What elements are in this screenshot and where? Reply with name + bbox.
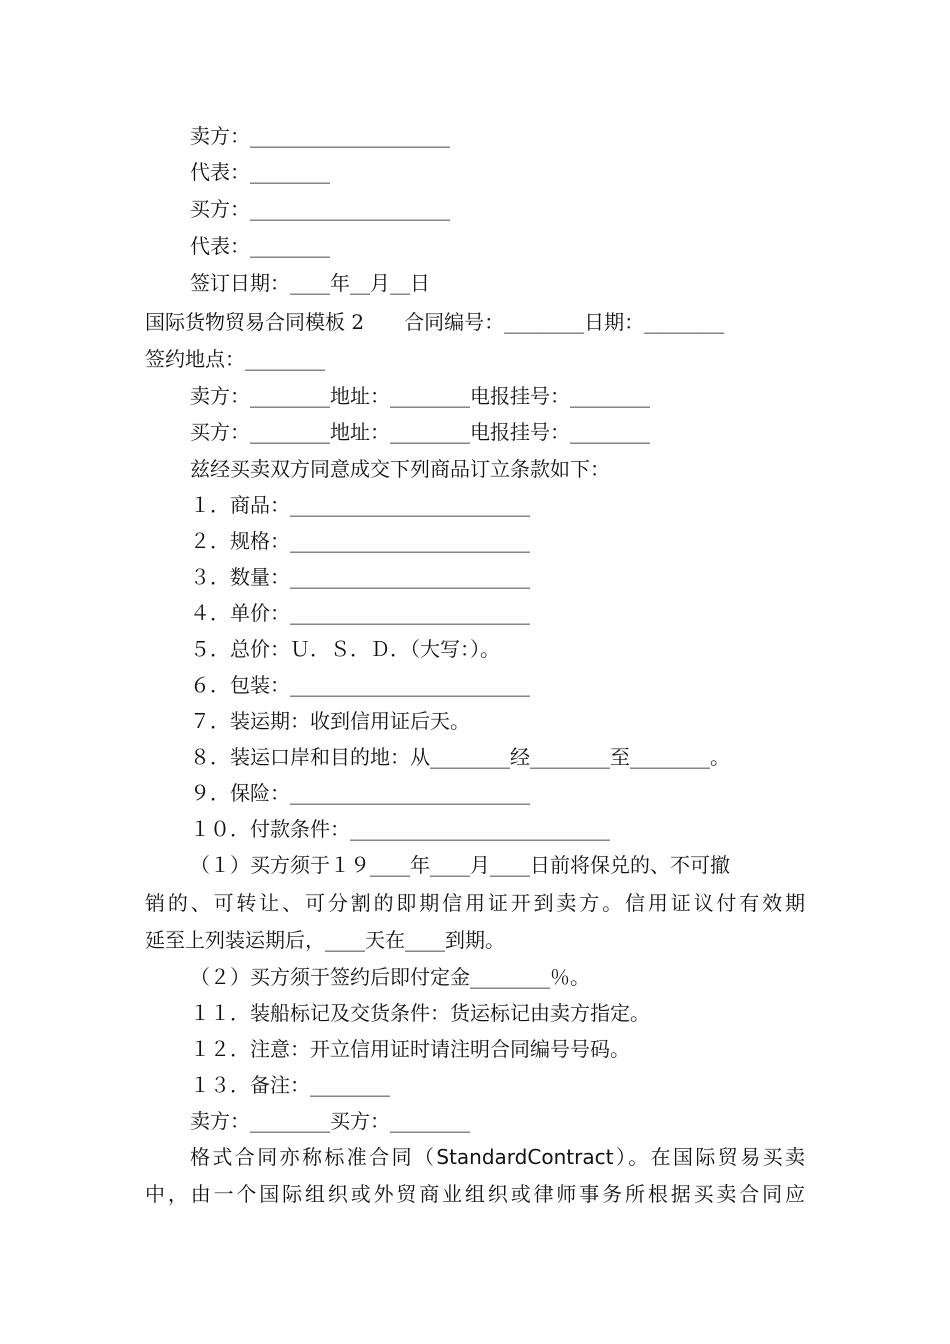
para-english-term: StandardContract [436, 1145, 614, 1169]
seller-address-line: 卖方：________地址：________电报挂号：________ [190, 384, 650, 408]
seller-line: 卖方：____________________ [190, 124, 450, 148]
payment-term-1-line-3: 延至上列装运期后，____天在____到期。 [145, 928, 505, 952]
seller-representative-line: 代表：________ [190, 160, 330, 184]
payment-term-1-line-2: 销的、可转让、可分割的即期信用证开到卖方。信用证议付有效期 [145, 891, 805, 915]
clause-1-goods: １．商品：________________________ [190, 493, 530, 517]
para-text-a: 格式合同亦称标准合同（ [190, 1145, 437, 1169]
template-title-line: 国际货物贸易合同模板 2 合同编号：________日期：________ [145, 310, 725, 334]
clause-12-notice: １２．注意：开立信用证时请注明合同编号号码。 [190, 1037, 630, 1061]
standard-contract-para-line-1 [190, 1143, 805, 1171]
clause-2-specification: ２．规格：________________________ [190, 529, 530, 553]
payment-term-1-line-1: （１）买方须于１９____年____月____日前将保兑的、不可撤 [190, 853, 730, 877]
signature-line: 卖方：________买方：________ [190, 1109, 470, 1133]
signing-place-line: 签约地点：________ [145, 347, 325, 371]
agreement-intro: 兹经买卖双方同意成交下列商品订立条款如下： [190, 457, 610, 481]
clause-7-shipment: ７．装运期：收到信用证后天。 [190, 709, 470, 733]
clause-11-marks: １１．装船标记及交货条件：货运标记由卖方指定。 [190, 1001, 650, 1025]
clause-13-remarks: １３．备注：________ [190, 1073, 390, 1097]
buyer-representative-line: 代表：________ [190, 234, 330, 258]
para-text-c: ）。在国际贸易买卖 [613, 1145, 806, 1169]
buyer-address-line: 买方：________地址：________电报挂号：________ [190, 420, 650, 444]
clause-8-ports: ８．装运口岸和目的地：从________经________至________。 [190, 745, 730, 769]
clause-10-payment: １０．付款条件：__________________________ [190, 817, 610, 841]
clause-5-total-price: ５．总价：Ｕ．Ｓ．Ｄ．（大写：）。 [190, 637, 500, 661]
payment-term-2: （２）买方须于签约后即付定金________％。 [190, 965, 590, 989]
standard-contract-para-line-2: 中，由一个国际组织或外贸商业组织或律师事务所根据买卖合同应 [145, 1182, 805, 1206]
buyer-line: 买方：____________________ [190, 197, 450, 221]
clause-3-quantity: ３．数量：________________________ [190, 565, 530, 589]
clause-9-insurance: ９．保险：________________________ [190, 781, 530, 805]
clause-6-packing: ６．包装：________________________ [190, 673, 530, 697]
clause-4-unit-price: ４．单价：________________________ [190, 601, 530, 625]
signing-date-line: 签订日期：____年__月__日 [190, 271, 430, 295]
